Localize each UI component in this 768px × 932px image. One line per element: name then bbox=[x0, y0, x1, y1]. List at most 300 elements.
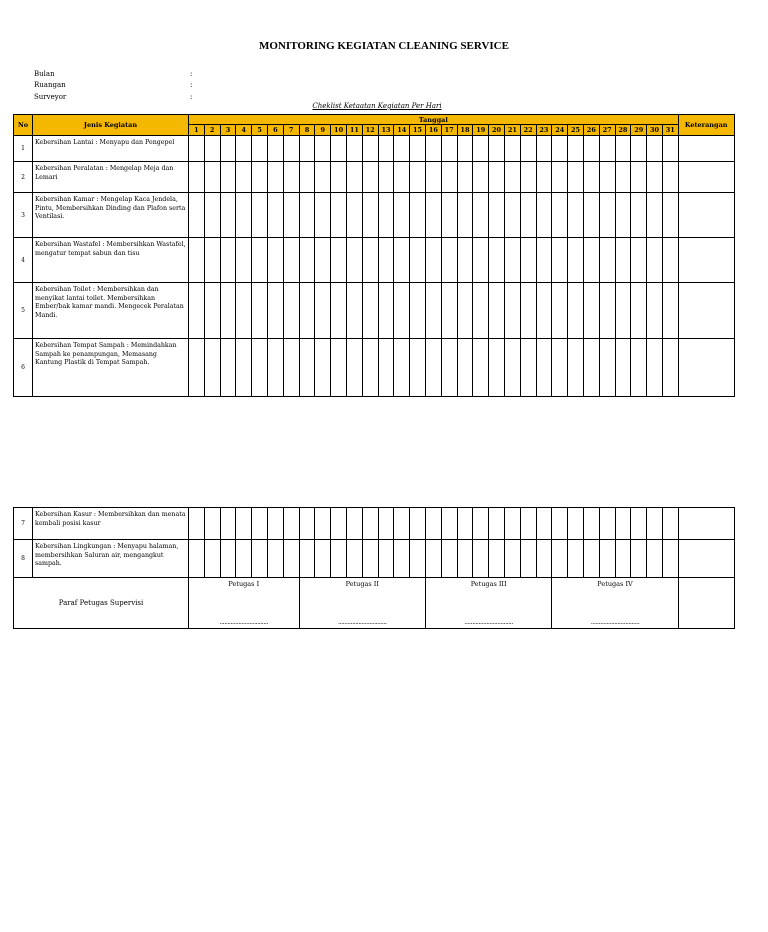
notes-cell[interactable] bbox=[678, 540, 734, 578]
day-check-cell[interactable] bbox=[536, 238, 552, 283]
day-check-cell[interactable] bbox=[331, 162, 347, 193]
day-check-cell[interactable] bbox=[504, 193, 520, 238]
day-check-cell[interactable] bbox=[615, 508, 631, 540]
day-check-cell[interactable] bbox=[552, 283, 568, 339]
day-check-cell[interactable] bbox=[378, 283, 394, 339]
day-check-cell[interactable] bbox=[267, 339, 283, 397]
day-check-cell[interactable] bbox=[394, 508, 410, 540]
day-check-cell[interactable] bbox=[662, 339, 678, 397]
day-check-cell[interactable] bbox=[520, 540, 536, 578]
day-check-cell[interactable] bbox=[236, 339, 252, 397]
day-check-cell[interactable] bbox=[331, 136, 347, 162]
day-check-cell[interactable] bbox=[425, 193, 441, 238]
day-header-cell: 13 bbox=[378, 125, 394, 136]
day-check-cell[interactable] bbox=[315, 283, 331, 339]
day-check-cell[interactable] bbox=[647, 508, 663, 540]
day-check-cell[interactable] bbox=[583, 540, 599, 578]
day-check-cell[interactable] bbox=[599, 238, 615, 283]
day-check-cell[interactable] bbox=[315, 136, 331, 162]
day-check-cell[interactable] bbox=[441, 162, 457, 193]
day-check-cell[interactable] bbox=[299, 136, 315, 162]
task-number: 5 bbox=[14, 283, 33, 339]
signature-line: ............................... bbox=[464, 618, 513, 626]
day-check-cell[interactable] bbox=[647, 136, 663, 162]
day-check-cell[interactable] bbox=[647, 283, 663, 339]
task-row bbox=[14, 193, 735, 238]
day-check-cell[interactable] bbox=[568, 193, 584, 238]
day-check-cell[interactable] bbox=[267, 238, 283, 283]
day-check-cell[interactable] bbox=[204, 283, 220, 339]
day-check-cell[interactable] bbox=[615, 193, 631, 238]
day-check-cell[interactable] bbox=[189, 238, 205, 283]
day-check-cell[interactable] bbox=[552, 136, 568, 162]
day-check-cell[interactable] bbox=[204, 508, 220, 540]
day-check-cell[interactable] bbox=[631, 339, 647, 397]
day-check-cell[interactable] bbox=[331, 283, 347, 339]
day-check-cell[interactable] bbox=[267, 162, 283, 193]
day-header-cell: 21 bbox=[504, 125, 520, 136]
day-check-cell[interactable] bbox=[457, 193, 473, 238]
day-check-cell[interactable] bbox=[662, 136, 678, 162]
day-check-cell[interactable] bbox=[394, 540, 410, 578]
day-check-cell[interactable] bbox=[568, 162, 584, 193]
info-separator: : bbox=[190, 69, 193, 78]
task-description: Kebersihan Peralatan : Mengelap Meja dan Lemari bbox=[33, 162, 189, 193]
day-check-cell[interactable] bbox=[473, 136, 489, 162]
day-check-cell[interactable] bbox=[568, 339, 584, 397]
day-check-cell[interactable] bbox=[520, 283, 536, 339]
day-check-cell[interactable] bbox=[425, 339, 441, 397]
day-check-cell[interactable] bbox=[220, 508, 236, 540]
day-check-cell[interactable] bbox=[489, 540, 505, 578]
day-check-cell[interactable] bbox=[315, 540, 331, 578]
day-check-cell[interactable] bbox=[536, 508, 552, 540]
day-check-cell[interactable] bbox=[267, 283, 283, 339]
officer-signature-cell[interactable] bbox=[189, 578, 300, 629]
day-check-cell[interactable] bbox=[346, 193, 362, 238]
day-check-cell[interactable] bbox=[299, 339, 315, 397]
day-check-cell[interactable] bbox=[568, 238, 584, 283]
day-check-cell[interactable] bbox=[583, 136, 599, 162]
day-check-cell[interactable] bbox=[283, 339, 299, 397]
day-check-cell[interactable] bbox=[378, 508, 394, 540]
day-check-cell[interactable] bbox=[346, 283, 362, 339]
day-check-cell[interactable] bbox=[583, 339, 599, 397]
officer-name: Petugas III bbox=[470, 580, 507, 588]
day-check-cell[interactable] bbox=[252, 238, 268, 283]
day-check-cell[interactable] bbox=[378, 238, 394, 283]
info-row-bulan bbox=[34, 68, 192, 80]
day-check-cell[interactable] bbox=[489, 193, 505, 238]
day-check-cell[interactable] bbox=[315, 339, 331, 397]
day-check-cell[interactable] bbox=[252, 136, 268, 162]
day-check-cell[interactable] bbox=[441, 193, 457, 238]
day-header-cell: 30 bbox=[647, 125, 663, 136]
day-check-cell[interactable] bbox=[552, 339, 568, 397]
day-check-cell[interactable] bbox=[283, 508, 299, 540]
day-check-cell[interactable] bbox=[552, 540, 568, 578]
day-check-cell[interactable] bbox=[283, 238, 299, 283]
day-check-cell[interactable] bbox=[457, 508, 473, 540]
day-check-cell[interactable] bbox=[473, 339, 489, 397]
day-check-cell[interactable] bbox=[204, 540, 220, 578]
day-check-cell[interactable] bbox=[631, 283, 647, 339]
day-check-cell[interactable] bbox=[394, 136, 410, 162]
day-check-cell[interactable] bbox=[410, 540, 426, 578]
day-check-cell[interactable] bbox=[362, 508, 378, 540]
day-check-cell[interactable] bbox=[425, 162, 441, 193]
notes-cell[interactable] bbox=[678, 508, 734, 540]
day-check-cell[interactable] bbox=[489, 508, 505, 540]
day-check-cell[interactable] bbox=[299, 238, 315, 283]
day-check-cell[interactable] bbox=[236, 283, 252, 339]
day-check-cell[interactable] bbox=[267, 508, 283, 540]
day-check-cell[interactable] bbox=[267, 136, 283, 162]
day-check-cell[interactable] bbox=[346, 508, 362, 540]
day-check-cell[interactable] bbox=[283, 193, 299, 238]
day-check-cell[interactable] bbox=[362, 540, 378, 578]
day-check-cell[interactable] bbox=[252, 508, 268, 540]
task-number: 1 bbox=[14, 136, 33, 162]
day-check-cell[interactable] bbox=[552, 162, 568, 193]
day-check-cell[interactable] bbox=[536, 193, 552, 238]
day-check-cell[interactable] bbox=[662, 193, 678, 238]
day-check-cell[interactable] bbox=[457, 136, 473, 162]
day-check-cell[interactable] bbox=[536, 136, 552, 162]
day-check-cell[interactable] bbox=[473, 193, 489, 238]
day-check-cell[interactable] bbox=[647, 162, 663, 193]
day-check-cell[interactable] bbox=[220, 136, 236, 162]
officer-signature-cell[interactable] bbox=[299, 578, 425, 629]
day-check-cell[interactable] bbox=[331, 238, 347, 283]
day-check-cell[interactable] bbox=[425, 508, 441, 540]
day-check-cell[interactable] bbox=[536, 283, 552, 339]
day-check-cell[interactable] bbox=[631, 540, 647, 578]
day-check-cell[interactable] bbox=[236, 540, 252, 578]
day-check-cell[interactable] bbox=[204, 339, 220, 397]
day-check-cell[interactable] bbox=[410, 283, 426, 339]
day-check-cell[interactable] bbox=[315, 508, 331, 540]
day-check-cell[interactable] bbox=[520, 508, 536, 540]
day-check-cell[interactable] bbox=[410, 508, 426, 540]
notes-cell[interactable] bbox=[678, 162, 734, 193]
day-check-cell[interactable] bbox=[189, 162, 205, 193]
day-check-cell[interactable] bbox=[457, 339, 473, 397]
day-check-cell[interactable] bbox=[520, 238, 536, 283]
day-check-cell[interactable] bbox=[378, 162, 394, 193]
day-check-cell[interactable] bbox=[283, 136, 299, 162]
day-check-cell[interactable] bbox=[615, 162, 631, 193]
task-number: 6 bbox=[14, 339, 33, 397]
day-check-cell[interactable] bbox=[362, 283, 378, 339]
day-check-cell[interactable] bbox=[568, 508, 584, 540]
day-check-cell[interactable] bbox=[394, 238, 410, 283]
day-check-cell[interactable] bbox=[346, 540, 362, 578]
day-check-cell[interactable] bbox=[583, 238, 599, 283]
day-check-cell[interactable] bbox=[252, 540, 268, 578]
day-check-cell[interactable] bbox=[346, 162, 362, 193]
day-check-cell[interactable] bbox=[662, 283, 678, 339]
day-check-cell[interactable] bbox=[204, 162, 220, 193]
day-check-cell[interactable] bbox=[283, 162, 299, 193]
day-check-cell[interactable] bbox=[189, 508, 205, 540]
officer-signature-cell[interactable] bbox=[552, 578, 678, 629]
day-check-cell[interactable] bbox=[378, 136, 394, 162]
day-check-cell[interactable] bbox=[252, 283, 268, 339]
signature-line: ............................... bbox=[337, 618, 387, 626]
notes-cell[interactable] bbox=[678, 283, 734, 339]
day-header-cell: 24 bbox=[552, 125, 568, 136]
day-check-cell[interactable] bbox=[331, 339, 347, 397]
task-row bbox=[14, 136, 735, 162]
day-check-cell[interactable] bbox=[410, 193, 426, 238]
day-check-cell[interactable] bbox=[189, 136, 205, 162]
task-row bbox=[14, 339, 735, 397]
signature-line: ............................... bbox=[590, 618, 640, 626]
day-check-cell[interactable] bbox=[520, 162, 536, 193]
day-check-cell[interactable] bbox=[504, 339, 520, 397]
day-check-cell[interactable] bbox=[346, 339, 362, 397]
day-check-cell[interactable] bbox=[473, 540, 489, 578]
day-check-cell[interactable] bbox=[425, 238, 441, 283]
officer-name: Petugas IV bbox=[597, 580, 633, 588]
day-header-cell: 27 bbox=[599, 125, 615, 136]
day-check-cell[interactable] bbox=[568, 540, 584, 578]
day-check-cell[interactable] bbox=[394, 162, 410, 193]
day-check-cell[interactable] bbox=[410, 162, 426, 193]
day-check-cell[interactable] bbox=[489, 283, 505, 339]
day-check-cell[interactable] bbox=[220, 339, 236, 397]
day-check-cell[interactable] bbox=[410, 136, 426, 162]
day-check-cell[interactable] bbox=[647, 540, 663, 578]
task-description: Kebersihan Lingkungan : Menyapu halaman, membersihkan Saluran air, mengangkut sampah. bbox=[33, 540, 189, 578]
day-header-cell: 14 bbox=[394, 125, 410, 136]
day-check-cell[interactable] bbox=[662, 162, 678, 193]
day-check-cell[interactable] bbox=[504, 238, 520, 283]
day-check-cell[interactable] bbox=[299, 508, 315, 540]
day-check-cell[interactable] bbox=[441, 508, 457, 540]
day-check-cell[interactable] bbox=[489, 136, 505, 162]
day-check-cell[interactable] bbox=[267, 193, 283, 238]
day-check-cell[interactable] bbox=[504, 136, 520, 162]
day-check-cell[interactable] bbox=[631, 238, 647, 283]
day-check-cell[interactable] bbox=[568, 136, 584, 162]
day-check-cell[interactable] bbox=[615, 540, 631, 578]
day-check-cell[interactable] bbox=[410, 339, 426, 397]
day-check-cell[interactable] bbox=[315, 162, 331, 193]
day-check-cell[interactable] bbox=[631, 136, 647, 162]
day-check-cell[interactable] bbox=[631, 193, 647, 238]
day-check-cell[interactable] bbox=[378, 193, 394, 238]
day-check-cell[interactable] bbox=[615, 339, 631, 397]
day-check-cell[interactable] bbox=[331, 540, 347, 578]
day-check-cell[interactable] bbox=[252, 339, 268, 397]
day-check-cell[interactable] bbox=[504, 162, 520, 193]
day-check-cell[interactable] bbox=[315, 193, 331, 238]
day-check-cell[interactable] bbox=[599, 339, 615, 397]
day-check-cell[interactable] bbox=[394, 193, 410, 238]
task-number: 2 bbox=[14, 162, 33, 193]
day-check-cell[interactable] bbox=[315, 238, 331, 283]
day-check-cell[interactable] bbox=[362, 136, 378, 162]
day-check-cell[interactable] bbox=[236, 508, 252, 540]
day-header-cell: 1 bbox=[189, 125, 205, 136]
day-check-cell[interactable] bbox=[504, 508, 520, 540]
day-check-cell[interactable] bbox=[299, 540, 315, 578]
day-check-cell[interactable] bbox=[394, 283, 410, 339]
day-check-cell[interactable] bbox=[489, 238, 505, 283]
day-check-cell[interactable] bbox=[362, 162, 378, 193]
day-check-cell[interactable] bbox=[631, 162, 647, 193]
info-label: Ruangan bbox=[34, 81, 66, 90]
checklist-table-continued bbox=[13, 507, 735, 629]
day-check-cell[interactable] bbox=[441, 283, 457, 339]
day-check-cell[interactable] bbox=[631, 508, 647, 540]
day-check-cell[interactable] bbox=[489, 339, 505, 397]
day-check-cell[interactable] bbox=[599, 283, 615, 339]
day-check-cell[interactable] bbox=[236, 136, 252, 162]
day-check-cell[interactable] bbox=[394, 339, 410, 397]
day-check-cell[interactable] bbox=[599, 193, 615, 238]
day-check-cell[interactable] bbox=[346, 238, 362, 283]
day-check-cell[interactable] bbox=[378, 540, 394, 578]
day-check-cell[interactable] bbox=[473, 283, 489, 339]
day-check-cell[interactable] bbox=[252, 162, 268, 193]
day-check-cell[interactable] bbox=[362, 339, 378, 397]
day-check-cell[interactable] bbox=[441, 540, 457, 578]
day-check-cell[interactable] bbox=[583, 162, 599, 193]
day-check-cell[interactable] bbox=[599, 540, 615, 578]
day-check-cell[interactable] bbox=[425, 540, 441, 578]
day-check-cell[interactable] bbox=[473, 508, 489, 540]
day-check-cell[interactable] bbox=[220, 283, 236, 339]
day-check-cell[interactable] bbox=[647, 339, 663, 397]
notes-cell[interactable] bbox=[678, 193, 734, 238]
day-check-cell[interactable] bbox=[504, 540, 520, 578]
day-check-cell[interactable] bbox=[473, 238, 489, 283]
day-check-cell[interactable] bbox=[457, 238, 473, 283]
header-task: Jenis Kegiatan bbox=[33, 115, 189, 136]
day-check-cell[interactable] bbox=[362, 238, 378, 283]
day-check-cell[interactable] bbox=[299, 283, 315, 339]
notes-cell[interactable] bbox=[678, 578, 734, 629]
day-check-cell[interactable] bbox=[331, 508, 347, 540]
day-check-cell[interactable] bbox=[299, 193, 315, 238]
day-check-cell[interactable] bbox=[346, 136, 362, 162]
day-check-cell[interactable] bbox=[299, 162, 315, 193]
day-check-cell[interactable] bbox=[441, 238, 457, 283]
task-description: Kebersihan Tempat Sampah : Memindahkan Sampah ke penampungan, Memasang Kantung Plastik di Tempat Sampah. bbox=[33, 339, 189, 397]
day-check-cell[interactable] bbox=[615, 136, 631, 162]
day-check-cell[interactable] bbox=[552, 238, 568, 283]
day-check-cell[interactable] bbox=[189, 193, 205, 238]
day-check-cell[interactable] bbox=[647, 193, 663, 238]
day-check-cell[interactable] bbox=[536, 339, 552, 397]
day-check-cell[interactable] bbox=[504, 283, 520, 339]
day-header-cell: 17 bbox=[441, 125, 457, 136]
day-check-cell[interactable] bbox=[204, 193, 220, 238]
day-check-cell[interactable] bbox=[362, 193, 378, 238]
day-check-cell[interactable] bbox=[204, 238, 220, 283]
day-check-cell[interactable] bbox=[583, 283, 599, 339]
day-check-cell[interactable] bbox=[252, 193, 268, 238]
day-check-cell[interactable] bbox=[425, 283, 441, 339]
day-check-cell[interactable] bbox=[552, 193, 568, 238]
day-header-cell: 15 bbox=[410, 125, 426, 136]
notes-cell[interactable] bbox=[678, 339, 734, 397]
day-check-cell[interactable] bbox=[568, 283, 584, 339]
day-check-cell[interactable] bbox=[220, 162, 236, 193]
day-check-cell[interactable] bbox=[599, 508, 615, 540]
day-check-cell[interactable] bbox=[220, 540, 236, 578]
day-check-cell[interactable] bbox=[457, 540, 473, 578]
day-check-cell[interactable] bbox=[457, 283, 473, 339]
day-check-cell[interactable] bbox=[378, 339, 394, 397]
header-no: No bbox=[14, 115, 33, 136]
day-check-cell[interactable] bbox=[410, 238, 426, 283]
page-title: MONITORING KEGIATAN CLEANING SERVICE bbox=[259, 40, 509, 52]
day-header-cell: 5 bbox=[252, 125, 268, 136]
day-check-cell[interactable] bbox=[536, 540, 552, 578]
day-check-cell[interactable] bbox=[536, 162, 552, 193]
day-check-cell[interactable] bbox=[331, 193, 347, 238]
day-check-cell[interactable] bbox=[489, 162, 505, 193]
day-check-cell[interactable] bbox=[520, 339, 536, 397]
day-check-cell[interactable] bbox=[520, 136, 536, 162]
day-check-cell[interactable] bbox=[647, 238, 663, 283]
info-row-ruangan bbox=[34, 80, 192, 92]
day-header-cell: 7 bbox=[283, 125, 299, 136]
day-check-cell[interactable] bbox=[189, 283, 205, 339]
day-check-cell[interactable] bbox=[236, 193, 252, 238]
day-check-cell[interactable] bbox=[599, 136, 615, 162]
day-check-cell[interactable] bbox=[189, 540, 205, 578]
header-row bbox=[14, 115, 735, 125]
day-check-cell[interactable] bbox=[441, 136, 457, 162]
day-check-cell[interactable] bbox=[583, 508, 599, 540]
day-check-cell[interactable] bbox=[220, 238, 236, 283]
day-check-cell[interactable] bbox=[283, 540, 299, 578]
day-check-cell[interactable] bbox=[552, 508, 568, 540]
day-check-cell[interactable] bbox=[662, 540, 678, 578]
day-check-cell[interactable] bbox=[204, 136, 220, 162]
day-check-cell[interactable] bbox=[615, 238, 631, 283]
day-header-cell: 11 bbox=[346, 125, 362, 136]
day-check-cell[interactable] bbox=[599, 162, 615, 193]
day-check-cell[interactable] bbox=[189, 339, 205, 397]
day-check-cell[interactable] bbox=[473, 162, 489, 193]
notes-cell[interactable] bbox=[678, 136, 734, 162]
day-check-cell[interactable] bbox=[425, 136, 441, 162]
info-fields bbox=[34, 68, 192, 103]
day-check-cell[interactable] bbox=[662, 238, 678, 283]
task-row bbox=[14, 283, 735, 339]
day-check-cell[interactable] bbox=[283, 283, 299, 339]
day-check-cell[interactable] bbox=[583, 193, 599, 238]
day-check-cell[interactable] bbox=[457, 162, 473, 193]
day-check-cell[interactable] bbox=[220, 193, 236, 238]
day-check-cell[interactable] bbox=[236, 162, 252, 193]
paraf-label: Paraf Petugas Supervisi bbox=[14, 578, 189, 629]
officer-signature-cell[interactable] bbox=[425, 578, 551, 629]
day-check-cell[interactable] bbox=[236, 238, 252, 283]
day-check-cell[interactable] bbox=[520, 193, 536, 238]
day-check-cell[interactable] bbox=[662, 508, 678, 540]
day-check-cell[interactable] bbox=[615, 283, 631, 339]
day-check-cell[interactable] bbox=[441, 339, 457, 397]
notes-cell[interactable] bbox=[678, 238, 734, 283]
day-check-cell[interactable] bbox=[267, 540, 283, 578]
